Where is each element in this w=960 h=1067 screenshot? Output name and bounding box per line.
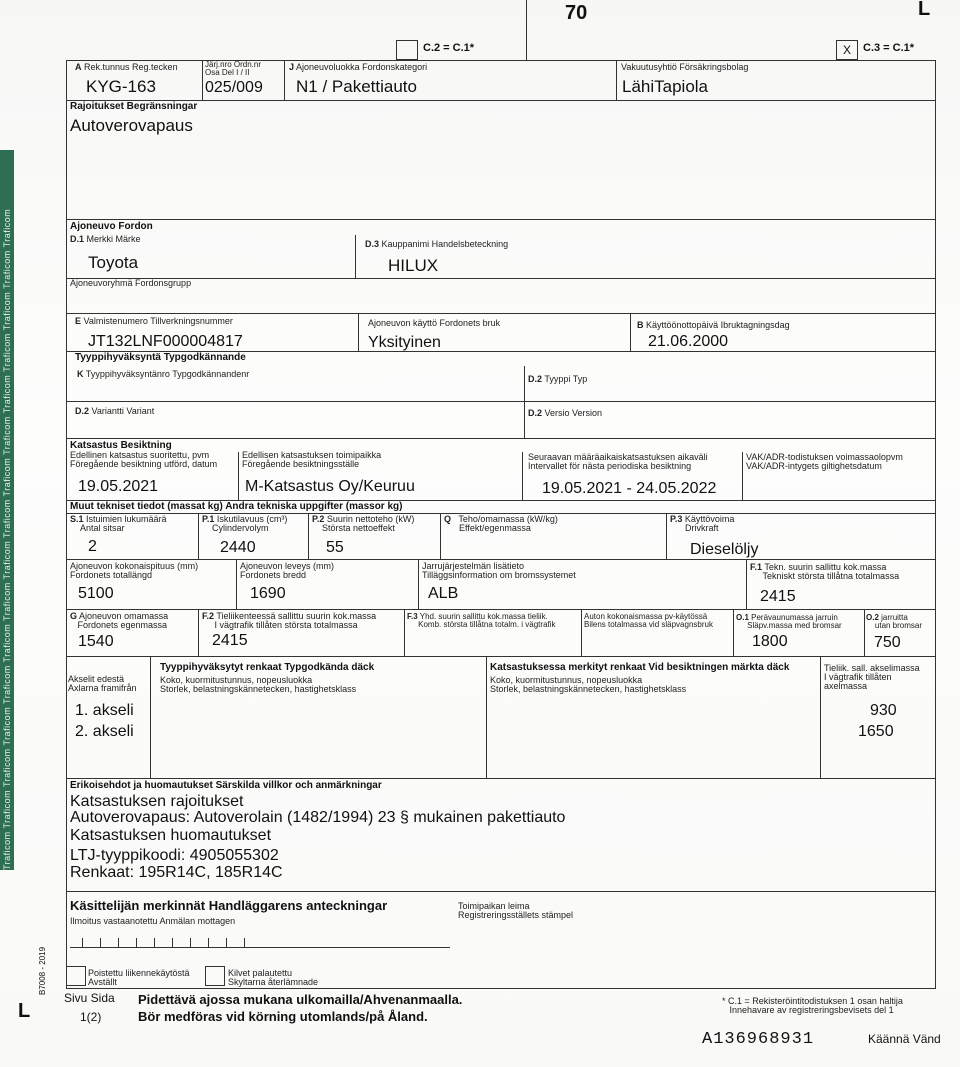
length-value: 5100	[78, 585, 114, 602]
field-a-label: A Rek.tunnus Reg.tecken	[75, 62, 178, 72]
field-b-label: B Käyttöönottopäivä Ibruktagningsdag	[637, 320, 790, 330]
vehicle-category-value: N1 / Pakettiauto	[296, 77, 417, 96]
field-e-label: E Valmistenumero Tillverkningsnummer	[75, 316, 233, 326]
axle-2-mass-value: 1650	[858, 723, 894, 740]
width-value: 1690	[250, 585, 286, 602]
ordn-label: Järj.nro Ordn.nr Osa Del I / II	[205, 60, 262, 77]
fuel-value: Dieselöljy	[690, 541, 759, 558]
approved-tyres-title: Tyyppihyväksytyt renkaat Typgodkända däck	[160, 662, 375, 673]
turn-over-note: Käännä Vänd	[868, 1032, 941, 1046]
c3-check-mark: X	[842, 43, 851, 57]
brake-info-label: Jarrujärjestelmän lisätieto Tilläggsinformation om bromssystemet	[422, 561, 576, 580]
page-label: Sivu Sida	[64, 991, 115, 1005]
trailer-unbraked-value: 750	[874, 634, 901, 651]
c1-note: * C.1 = Rekisteröintitodistuksen 1 osan haltija Innehavare av registreringsbevisets del 1	[722, 996, 903, 1015]
vehicle-section-label: Ajoneuvo Fordon	[70, 221, 153, 232]
axle-mass-label: Tieliik. sall. akselimassa I vägtrafik tillåten axelmassa	[824, 663, 920, 691]
insurer-value: LähiTapiola	[622, 77, 709, 96]
side-strip-text: Traficom Traficom Traficom Traficom Traficom Traficom Traficom Traficom Traficom Traficom Traficom Traficom Traficom Traficom Traficom Traficom	[2, 208, 12, 870]
curb-mass-value: 1540	[78, 633, 114, 650]
c3-label: C.3 = C.1*	[863, 42, 915, 54]
c3-checkbox	[836, 40, 858, 60]
serial-number: A136968931	[702, 1030, 815, 1049]
field-p3-label: P.3 Käyttövoima Drivkraft	[670, 514, 735, 533]
remarks-line-5: Renkaat: 195R14C, 185R14C	[70, 864, 283, 881]
c2-checkbox	[396, 40, 418, 60]
handler-title: Käsittelijän merkinnät Handläggarens anteckningar	[70, 898, 388, 913]
field-s1-label: S.1 Istuimien lukumäärä Antal sitsar	[70, 514, 167, 533]
deregistered-checkbox	[66, 966, 86, 986]
field-d2-variant-label: D.2 Variantti Variant	[75, 406, 155, 416]
next-interval-label: Seuraavan määräaikaiskatsastuksen aikaväli Intervallet för nästa periodiska besiktning	[528, 452, 708, 471]
stamp-label: Toimipaikan leima Registreringsställets stämpel	[458, 901, 574, 920]
remarks-line-2: Autoverovapaus: Autoverolain (1482/1994) 23 § mukainen pakettiauto	[70, 809, 566, 826]
field-p1-label: P.1 Iskutilavuus (cm³) Cylindervolym	[202, 514, 288, 533]
axle-1-label: 1. akseli	[75, 702, 134, 719]
field-f3-label: F.3 Yhd. suurin sallittu kok.massa tieliik. Komb. största tillåtna totalm. i vägtrafik	[407, 612, 556, 629]
remarks-line-1: Katsastuksen rajoitukset	[70, 793, 244, 810]
ordn-value: 025/009	[205, 79, 263, 96]
c2-label: C.2 = C.1*	[423, 42, 475, 54]
insurer-label: Vakuutusyhtiö Försäkringsbolag	[621, 62, 749, 72]
field-f1-label: F.1 Tekn. suurin sallittu kok.massa Tekniskt största tillåtna totalmassa	[750, 562, 900, 581]
form-code: B7008 - 2019	[38, 946, 47, 995]
axle-2-label: 2. akseli	[75, 723, 134, 740]
footer-left-letter: L	[18, 1000, 31, 1022]
field-o2-label: O.2 jarruitta utan bromsar	[866, 613, 923, 630]
restrictions-label: Rajoitukset Begränsningar	[70, 101, 198, 112]
carry-notice-sv: Bör medföras vid körning utomlands/på Åland.	[138, 1009, 428, 1024]
vin-value: JT132LNF000004817	[88, 333, 243, 350]
top-number: 70	[565, 2, 588, 24]
field-d1-label: D.1 Merkki Märke	[70, 234, 141, 244]
next-interval-value: 19.05.2021 - 24.05.2022	[542, 480, 717, 497]
field-d3-label: D.3 Kauppanimi Handelsbeteckning	[365, 239, 509, 249]
remarks-label: Erikoisehdot ja huomautukset Särskilda villkor och anmärkningar	[70, 780, 382, 791]
field-k-label: K Tyyppihyväksyntänro Typgodkännandenr	[77, 369, 250, 379]
road-max-mass-value: 2415	[212, 632, 248, 649]
field-f2-label: F.2 Tieliikenteessä sallittu suurin kok.massa I vägtrafik tillåten största totalmassa	[202, 611, 377, 630]
max-power-value: 55	[326, 539, 344, 556]
field-d2-type-label: D.2 Tyyppi Typ	[528, 374, 588, 384]
prev-inspection-label: Edellinen katsastus suoritettu, pvm Föregående besiktning utförd, datum	[70, 450, 218, 469]
approved-tyres-label: Koko, kuormitustunnus, nopeusluokka Storlek, belastningskännetecken, hastighetsklass	[160, 675, 357, 694]
field-o1-label: O.1 Perävaunumassa jarruin Släpv.massa med bromsar	[736, 613, 842, 630]
axle-1-mass-value: 930	[870, 702, 897, 719]
tech-max-mass-value: 2415	[760, 588, 796, 605]
combined-mass-label: Auton kokonaismassa pv-käytössä Bilens totalmassa vid släpvagnsbruk	[584, 612, 713, 629]
make-value: Toyota	[88, 253, 139, 272]
brake-info-value: ALB	[428, 585, 459, 602]
carry-notice-fi: Pidettävä ajossa mukana ulkomailla/Ahvenanmaalla.	[138, 992, 463, 1007]
prev-inspection-value: 19.05.2021	[78, 478, 159, 495]
type-approval-section-label: Tyyppihyväksyntä Typgodkännande	[75, 352, 246, 363]
plates-returned-label: Kilvet palautettu Skyltarna återlämnade	[228, 968, 319, 987]
plates-returned-checkbox	[205, 966, 225, 986]
field-q-label: Q Teho/omamassa (kW/kg) Effekt/egenmassa	[444, 514, 558, 533]
deregistered-label: Poistettu liikennekäytöstä Avställt	[88, 968, 190, 987]
axles-label: Akselit edestä Axlarna framifrån	[68, 674, 137, 693]
prev-place-label: Edellisen katsastuksen toimipaikka Föregående besiktningsställe	[242, 450, 382, 469]
restrictions-value: Autoverovapaus	[70, 116, 193, 135]
field-d2-version-label: D.2 Versio Version	[528, 408, 603, 418]
width-label: Ajoneuvon leveys (mm) Fordonets bredd	[240, 561, 335, 580]
remarks-line-4: LTJ-tyyppikoodi: 4905055302	[70, 847, 279, 864]
vehicle-use-label: Ajoneuvon käyttö Fordonets bruk	[368, 318, 501, 328]
reg-number-value: KYG-163	[86, 77, 156, 96]
trade-name-value: HILUX	[388, 256, 439, 275]
vehicle-group-label: Ajoneuvoryhmä Fordonsgrupp	[70, 278, 192, 288]
vehicle-use-value: Yksityinen	[368, 334, 441, 351]
first-registration-value: 21.06.2000	[648, 333, 729, 350]
field-p2-label: P.2 Suurin nettoteho (kW) Största nettoeffekt	[312, 514, 415, 533]
length-label: Ajoneuvon kokonaispituus (mm) Fordonets totallängd	[70, 561, 199, 580]
prev-place-value: M-Katsastus Oy/Keuruu	[245, 478, 415, 495]
inspected-tyres-label: Koko, kuormitustunnus, nopeusluokka Storlek, belastningskännetecken, hastighetsklass	[490, 675, 687, 694]
notice-received-label: Ilmoitus vastaanotettu Anmälan mottagen	[70, 916, 236, 926]
seats-value: 2	[88, 538, 97, 555]
page-value: 1(2)	[80, 1010, 102, 1024]
inspection-section-label: Katsastus Besiktning	[70, 440, 172, 451]
inspected-tyres-title: Katsastuksessa merkityt renkaat Vid besiktningen märkta däck	[490, 662, 790, 673]
top-letter: L	[918, 0, 931, 20]
field-g-label: G Ajoneuvon omamassa Fordonets egenmassa	[70, 611, 169, 630]
trailer-braked-value: 1800	[752, 633, 788, 650]
vak-adr-label: VAK/ADR-todistuksen voimassaolopvm VAK/ADR-intygets giltighetsdatum	[746, 452, 903, 471]
technical-section-label: Muut tekniset tiedot (massat kg) Andra tekniska uppgifter (massor kg)	[70, 501, 403, 512]
displacement-value: 2440	[220, 539, 256, 556]
remarks-line-3: Katsastuksen huomautukset	[70, 827, 272, 844]
field-j-label: J Ajoneuvoluokka Fordonskategori	[289, 62, 428, 72]
traficom-side-strip	[0, 150, 14, 870]
